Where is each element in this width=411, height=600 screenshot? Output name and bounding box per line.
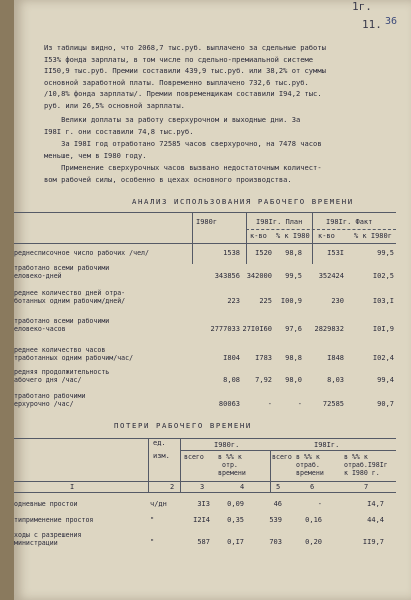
document-page (14, 0, 411, 600)
table2-top-rule (14, 438, 396, 439)
table2-cell-pct-1981: 0,16 (305, 516, 322, 524)
table1-cell-plan-pct: - (297, 400, 302, 408)
table2-sub-pct-a: в %% к (218, 453, 242, 461)
table1-cell-fact: I53I (327, 249, 344, 257)
table1-cell-fact-pct: I03,I (372, 297, 394, 305)
table1-cell-plan: I783 (255, 354, 272, 362)
table2-sub-pct2-b: отраб. (296, 461, 320, 469)
table1-cell-1980: I804 (223, 354, 240, 362)
table2-cell-pct-1981: - (317, 500, 322, 508)
table2-sub-pct2-c: времени (296, 469, 324, 477)
table1-cell-fact-pct: 99,4 (377, 376, 394, 384)
table1-col-1980: I980г (196, 218, 218, 226)
table2-cell-pct-1980: 0,35 (227, 516, 244, 524)
table1-row-label: редняя продолжительность абочего дня /час/ (14, 368, 110, 384)
table1-cell-1980: 80063 (218, 400, 240, 408)
table1-cell-plan: 342000 (246, 272, 272, 280)
table1-sub-kvo: к-во (250, 232, 267, 240)
section-mark: 11. (362, 18, 382, 31)
table1-row-label: реднее количество часов тработанных одним рабочим/час/ (14, 346, 134, 362)
table2-cell-total-1981: 539 (269, 516, 282, 524)
table1-row-label: тработано всеми рабочими еловеко-дней (14, 264, 110, 280)
table2-column-number: I (70, 483, 75, 491)
table1-cell-1980: 8,08 (223, 376, 240, 384)
table1-cell-fact-pct: 99,5 (377, 249, 394, 257)
table1-top-rule (14, 212, 396, 213)
paragraph-overtime-pay: Велики доплаты за работу сверхурочном и выходные дни. За I98I г. они составили 74,8 тыс.руб. (44, 115, 301, 136)
table1-row-label: реднее количество дней отра- ботанных одним рабочим/дней/ (14, 289, 126, 305)
table1-cell-fact: 72585 (322, 400, 344, 408)
table2-cell-unit: ч/дн (150, 500, 167, 508)
table2-cell-total-1980: 587 (197, 538, 210, 546)
table1-cell-1980: 223 (227, 297, 240, 305)
table1-cell-fact: 2829832 (314, 325, 344, 333)
table1-cell-plan: - (267, 400, 272, 408)
table2-column-number: 7 (364, 483, 369, 491)
table2-sub-pct3-c: к I980 г. (344, 469, 380, 477)
header-mark: 1г. (352, 0, 372, 13)
table2-sub-pct3-b: отраб.I98Iг (344, 461, 388, 469)
table2-col-1981: I98Iг. (314, 441, 340, 449)
table2-cell-total-1980: 3I3 (197, 500, 210, 508)
table1-cell-plan-pct: I00,9 (280, 297, 302, 305)
table1-cell-fact: 230 (331, 297, 344, 305)
table2-column-number: 2 (170, 483, 175, 491)
table1-cell-plan-pct: 97,6 (285, 325, 302, 333)
table1-cell-fact-pct: I02,4 (372, 354, 394, 362)
table1-cell-fact: 352424 (318, 272, 344, 280)
table1-cell-plan: 27I0I60 (242, 325, 272, 333)
table1-cell-plan-pct: 98,8 (285, 249, 302, 257)
table2-sub-total-1980: всего (184, 453, 204, 461)
paragraph-overtime-reason: Применение сверхурочных часов вызвано недостаточным количест- вом рабочей силы, особенно в цехах основного производства. (44, 163, 322, 184)
table1-cell-fact-pct: 90,7 (377, 400, 394, 408)
table1-row-label: тработано рабочими ерхурочно /час/ (14, 392, 86, 408)
table1-sub-pct: % к I980 (276, 232, 310, 240)
table2-sub-pct-c: времени (218, 469, 246, 477)
table2-column-number: 6 (310, 483, 315, 491)
table2-cell-total-1980: I2I4 (193, 516, 210, 524)
table2-cell-pct-1981: 0,20 (305, 538, 322, 546)
table2-sub-total-1981: всего (272, 453, 292, 461)
table2-column-number: 4 (240, 483, 245, 491)
table1-cell-fact-pct: I0I,9 (372, 325, 394, 333)
table1-col-1981-plan: I98Iг. План (256, 218, 303, 226)
table2-row-label: ходы с разрешения министрации (14, 531, 82, 547)
table2-cell-unit: " (150, 538, 155, 546)
table2-sub-pct3-a: в %% к (344, 453, 368, 461)
table2-cell-total-1981: 46 (273, 500, 282, 508)
table1-row-label: реднесписочное число рабочих /чел/ (14, 249, 149, 257)
table1-cell-1980: 1538 (223, 249, 240, 257)
table2-sub-pct2-a: в %% к (296, 453, 320, 461)
table2-sub-pct-b: отр. (222, 461, 238, 469)
table1-cell-1980: 343856 (214, 272, 240, 280)
table1-cell-plan: I520 (255, 249, 272, 257)
table2-unit-label-b: изм. (153, 452, 170, 460)
table2-title: ПОТЕРИ РАБОЧЕГО ВРЕМЕНИ (114, 421, 252, 430)
table1-cell-fact-pct: I02,5 (372, 272, 394, 280)
table1-row-label: тработано всеми рабочими еловеко-часов (14, 317, 110, 333)
table2-column-number: 3 (200, 483, 205, 491)
table1-cell-fact: 8,03 (327, 376, 344, 384)
table1-cell-plan-pct: 99,5 (285, 272, 302, 280)
table1-col-1981-fact: I98Iг. Факт (326, 218, 373, 226)
table1-sub-kvo-2: к-во (318, 232, 335, 240)
table1-cell-plan-pct: 98,0 (285, 376, 302, 384)
table2-cell-total-1981: 703 (269, 538, 282, 546)
page-number: 36 (385, 16, 398, 27)
table2-cell-cmp: 44,4 (367, 516, 384, 524)
paragraph-wage-fund: Из таблицы видно, что 2068,7 тыс.руб. выплачено за сдельные работы I53% фонда зарплаты, в том числе по сдельно-премиальной системе II50,9 тыс.руб. Премии составили 439,9 тыс.руб. или 38,2% от суммы основной заработной платы. Повременно выплачено 732,6 тыс.руб. /10,8% фонда зарплаты/. Премии повременщикам составили I94,2 тыс. руб. или 26,5% основной зарплаты. (44, 43, 326, 110)
table2-unit-label-a: ед. (153, 439, 166, 447)
table2-cell-pct-1980: 0,I7 (227, 538, 244, 546)
table2-row-label: одневные простои (14, 500, 78, 508)
table1-cell-fact: I848 (327, 354, 344, 362)
table2-cell-cmp: I4,7 (367, 500, 384, 508)
table1-title: АНАЛИЗ ИСПОЛЬЗОВАНИЯ РАБОЧЕГО ВРЕМЕНИ (132, 197, 354, 206)
table1-cell-plan: 225 (259, 297, 272, 305)
paragraph-overtime-hours: За I98I год отработано 72585 часов сверхурочно, на 7478 часов меньше, чем в I980 году. (44, 139, 322, 160)
table1-cell-plan-pct: 98,8 (285, 354, 302, 362)
table2-row-label: типрименение простоя (14, 516, 94, 524)
table1-cell-1980: 2777033 (210, 325, 240, 333)
table2-column-number: 5 (276, 483, 281, 491)
table2-cell-unit: " (150, 516, 155, 524)
table2-cell-cmp: II9,7 (362, 538, 384, 546)
table1-sub-pct-2: % к I980г (354, 232, 392, 240)
table1-cell-plan: 7,92 (255, 376, 272, 384)
table2-cell-pct-1980: 0,09 (227, 500, 244, 508)
table2-col-1980: I980г. (214, 441, 240, 449)
